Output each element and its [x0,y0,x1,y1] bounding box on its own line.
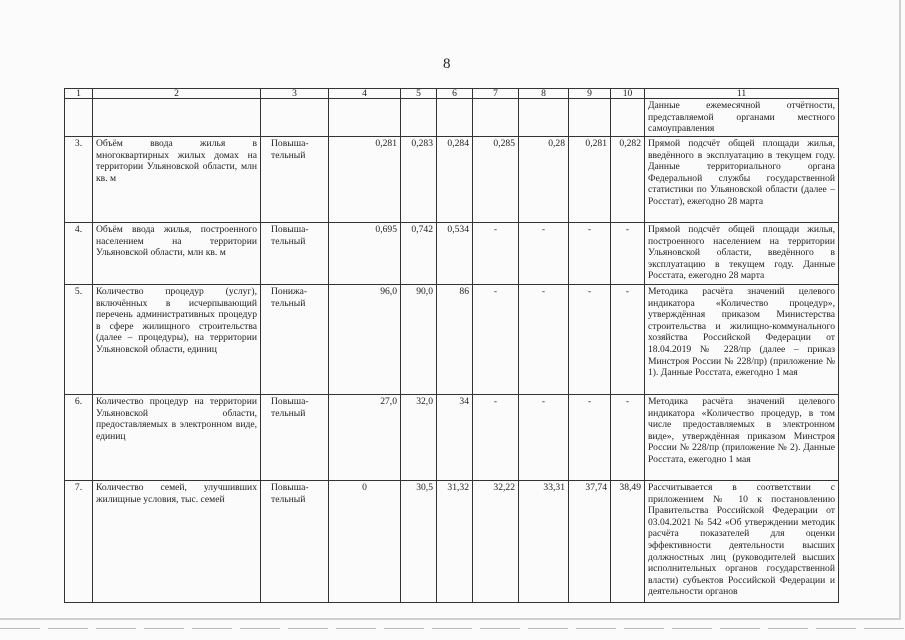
indicator-value: 86 [437,285,473,395]
indicator-type: Повыша-тельный [261,137,329,223]
column-number: 1 [65,89,93,99]
indicator-value: - [473,285,519,395]
indicator-value: - [569,395,611,481]
calculation-method: Методика расчёта значений целевого индикатора «Количество процедур», утверждённая приказом Министерства строительства и жилищно-коммунального хозяйства Российской Федерации от 18.04.2019 № 228/пр (далее – приказ Минстроя России № 228/пр) (приложение № 1). Данные Росстата, ежегодно 1 мая [645,285,839,395]
indicator-value: 0,28 [519,137,569,223]
column-number: 3 [261,89,329,99]
column-number: 5 [401,89,437,99]
indicator-value: 96,0 [329,285,401,395]
calculation-method: Методика расчёта значений целевого индикатора «Количество процедур, в том числе предоставляемых в электронном виде», утверждённая приказом Минстроя России № 228/пр (приложение № 2). Данные Росстата, ежегодно 1 мая [645,395,839,481]
calculation-method: Прямой подсчёт общей площади жилья, введённого в эксплуатацию в текущем году. Данные территориального органа Федеральной службы государственной статистики по Ульяновской области (далее – Росстат), ежегодно 28 марта [645,137,839,223]
row-number: 6. [65,395,93,481]
indicator-value [611,99,645,137]
indicator-value: - [611,285,645,395]
indicator-value: 33,31 [519,481,569,603]
indicator-value: - [519,395,569,481]
indicator-name [93,99,261,137]
indicator-type: Повыша-тельный [261,481,329,603]
indicator-value: 37,74 [569,481,611,603]
indicator-value [401,99,437,137]
table-row [65,99,839,137]
column-number: 4 [329,89,401,99]
indicator-value: 0,283 [401,137,437,223]
indicator-value [437,99,473,137]
indicator-value: - [611,395,645,481]
indicator-name: Количество процедур на территории Ульяновской области, предоставляемых в электронном виде, единиц [93,395,261,481]
indicator-type [261,99,329,137]
indicator-type: Понижа-тельный [261,285,329,395]
row-number [65,99,93,137]
indicator-value: 31,32 [437,481,473,603]
indicator-value: 32,22 [473,481,519,603]
column-number: 10 [611,89,645,99]
indicator-name: Количество процедур (услуг), включённых в исчерпывающий перечень административных процедур в сфере жилищного строительства (далее – процедуры), на территории Ульяновской области, единиц [93,285,261,395]
row-number: 4. [65,223,93,285]
indicator-value [569,99,611,137]
column-number: 7 [473,89,519,99]
table-row [65,285,839,395]
indicator-value: - [473,395,519,481]
column-number: 6 [437,89,473,99]
indicator-value: 0,742 [401,223,437,285]
indicator-value: 38,49 [611,481,645,603]
indicator-value: - [473,223,519,285]
indicator-value: 0,534 [437,223,473,285]
indicator-value: 0,281 [329,137,401,223]
calculation-method: Рассчитывается в соответствии с приложением № 10 к постановлению Правительства Российской Федерации от 03.04.2021 № 542 «Об утверждении методик расчёта показателей для оценки эффективности деятельности высших должностных лиц (руководителей высших исполнительных органов государственной власти) субъектов Российской Федерации и деятельности органов [645,481,839,603]
table-row [65,481,839,603]
row-number: 5. [65,285,93,395]
indicator-value: 0,285 [473,137,519,223]
indicator-value: 0,282 [611,137,645,223]
indicator-value: - [569,285,611,395]
column-number: 9 [569,89,611,99]
indicator-name: Объём ввода жилья, построенного населением на территории Ульяновской области, млн кв. м [93,223,261,285]
row-number: 7. [65,481,93,603]
indicator-value: 32,0 [401,395,437,481]
indicator-value: - [519,223,569,285]
indicator-value [473,99,519,137]
column-number: 11 [645,89,839,99]
indicator-value [329,99,401,137]
indicator-value: 27,0 [329,395,401,481]
column-number: 8 [519,89,569,99]
column-number: 2 [93,89,261,99]
indicator-value: 0,284 [437,137,473,223]
indicator-name: Объём ввода жилья в многоквартирных жилых домах на территории Ульяновской области, млн кв. м [93,137,261,223]
page-number: 8 [443,56,451,72]
calculation-method: Прямой подсчёт общей площади жилья, построенного населением на территории Ульяновской области, введённого в эксплуатацию в текущем году. Данные Росстата, ежегодно 28 марта [645,223,839,285]
column-number-row [65,89,839,99]
indicator-value: 0 [329,481,401,603]
page-bottom-edge [0,628,905,629]
indicator-value: - [569,223,611,285]
indicator-value: 30,5 [401,481,437,603]
indicator-value: 0,281 [569,137,611,223]
indicator-value: - [611,223,645,285]
indicator-value [519,99,569,137]
table-row [65,223,839,285]
calculation-method: Данные ежемесячной отчётности, представляемой органами местного самоуправления [645,99,839,137]
indicator-name: Количество семей, улучшивших жилищные условия, тыс. семей [93,481,261,603]
indicator-type: Повыша-тельный [261,223,329,285]
table-row [65,137,839,223]
table-row [65,395,839,481]
indicator-value: 0,695 [329,223,401,285]
indicator-value: - [519,285,569,395]
indicator-type: Повыша-тельный [261,395,329,481]
indicator-table [64,88,839,603]
row-number: 3. [65,137,93,223]
indicator-value: 90,0 [401,285,437,395]
indicator-value: 34 [437,395,473,481]
